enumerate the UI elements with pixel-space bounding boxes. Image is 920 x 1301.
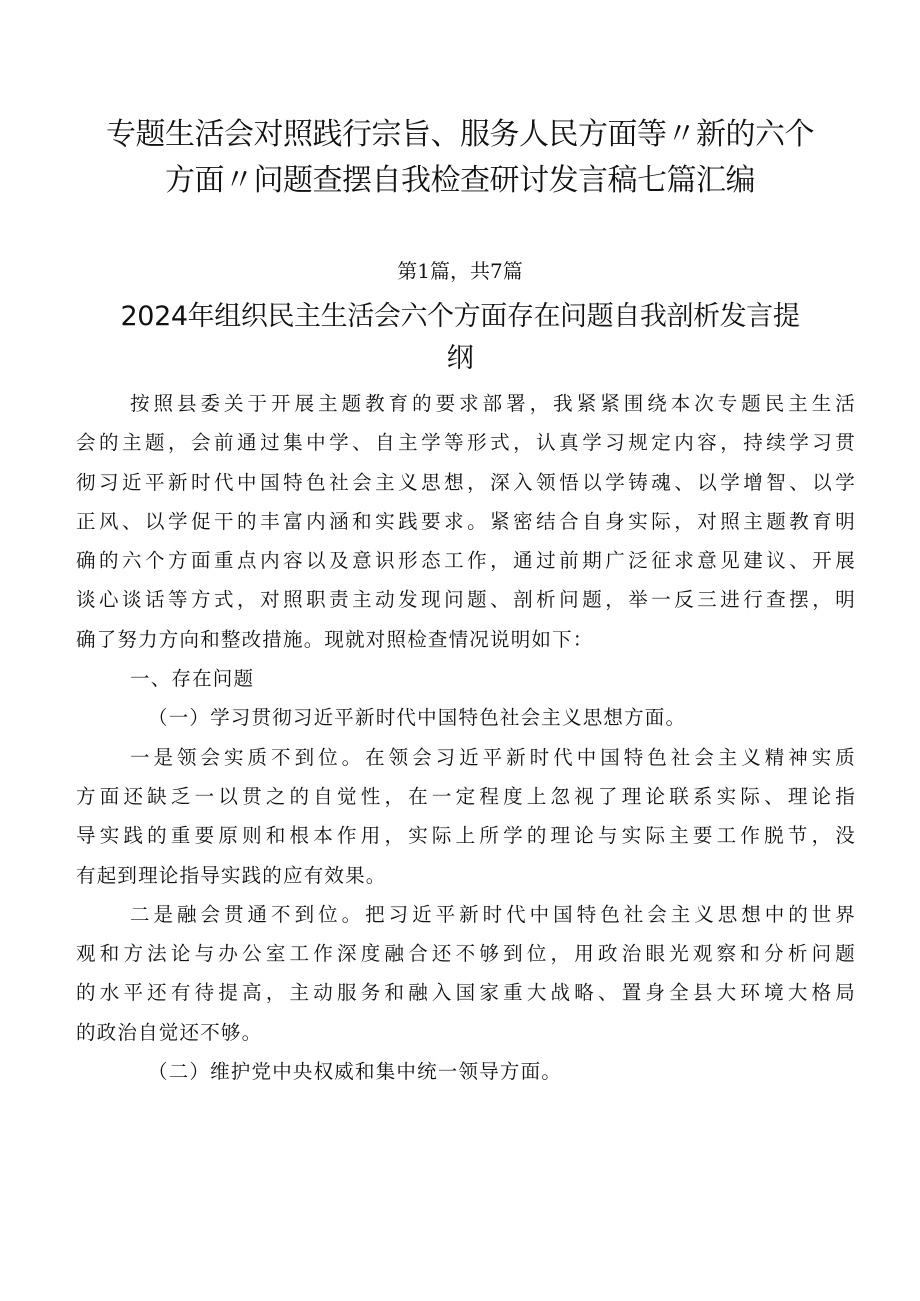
section-title	[60, 296, 860, 380]
subsection-heading: （一）学习贯彻习近平新时代中国特色社会主义思想方面。	[148, 706, 687, 730]
document-title-line: 方面〃问题查摆自我检查研讨发言稿七篇汇编	[165, 163, 755, 198]
body-line: 确了努力方向和整改措施。现就对照检查情况说明如下：	[76, 627, 594, 651]
body-line: 方面还缺乏一以贯之的自觉性，在一定程度上忽视了理论联系实际、理论指	[76, 784, 856, 808]
body-line: 会的主题，会前通过集中学、自主学等形式，认真学习规定内容，持续学习贯	[76, 431, 856, 455]
document-title-line: 专题生活会对照践行宗旨、服务人民方面等〃新的六个	[106, 117, 814, 152]
section-heading: 一、存在问题	[130, 667, 255, 691]
body-line: 按照县委关于开展主题教育的要求部署，我紧紧围绕本次专题民主生活	[130, 392, 856, 415]
body-line: 二是融会贯通不到位。把习近平新时代中国特色社会主义思想中的世界	[130, 902, 856, 926]
body-line: 彻习近平新时代中国特色社会主义思想，深入领悟以学铸魂、以学增智、以学	[76, 470, 856, 494]
body-line: 观和方法论与办公室工作深度融合还不够到位，用政治眼光观察和分析问题	[76, 942, 856, 966]
body-line: 的政治自觉还不够。	[76, 1020, 263, 1044]
body-line: 谈心谈话等方式，对照职责主动发现问题、剖析问题，举一反三进行查摆，明	[76, 588, 856, 612]
body-line: 的水平还有待提高，主动服务和融入国家重大战略、置身全县大环境大格局	[76, 981, 856, 1005]
subsection-heading: （二）维护党中央权威和集中统一领导方面。	[148, 1060, 563, 1084]
document-title	[60, 112, 860, 204]
document-body	[76, 384, 856, 1091]
body-line: 确的六个方面重点内容以及意识形态工作，通过前期广泛征求意见建议、开展	[76, 549, 856, 573]
section-title-line: 2024年组织民主生活会六个方面存在问题自我剖析发言提	[120, 301, 800, 332]
section-title-line: 纲	[446, 343, 474, 374]
part-label: 第1篇，共7篇	[397, 259, 523, 283]
body-line: 正风、以学促干的丰富内涵和实践要求。紧密结合自身实际，对照主题教育明	[76, 509, 856, 533]
body-line: 导实践的重要原则和根本作用，实际上所学的理论与实际主要工作脱节，没	[76, 824, 856, 848]
body-line: 一是领会实质不到位。在领会习近平新时代中国特色社会主义精神实质	[130, 745, 856, 769]
body-line: 有起到理论指导实践的应有效果。	[76, 863, 387, 887]
